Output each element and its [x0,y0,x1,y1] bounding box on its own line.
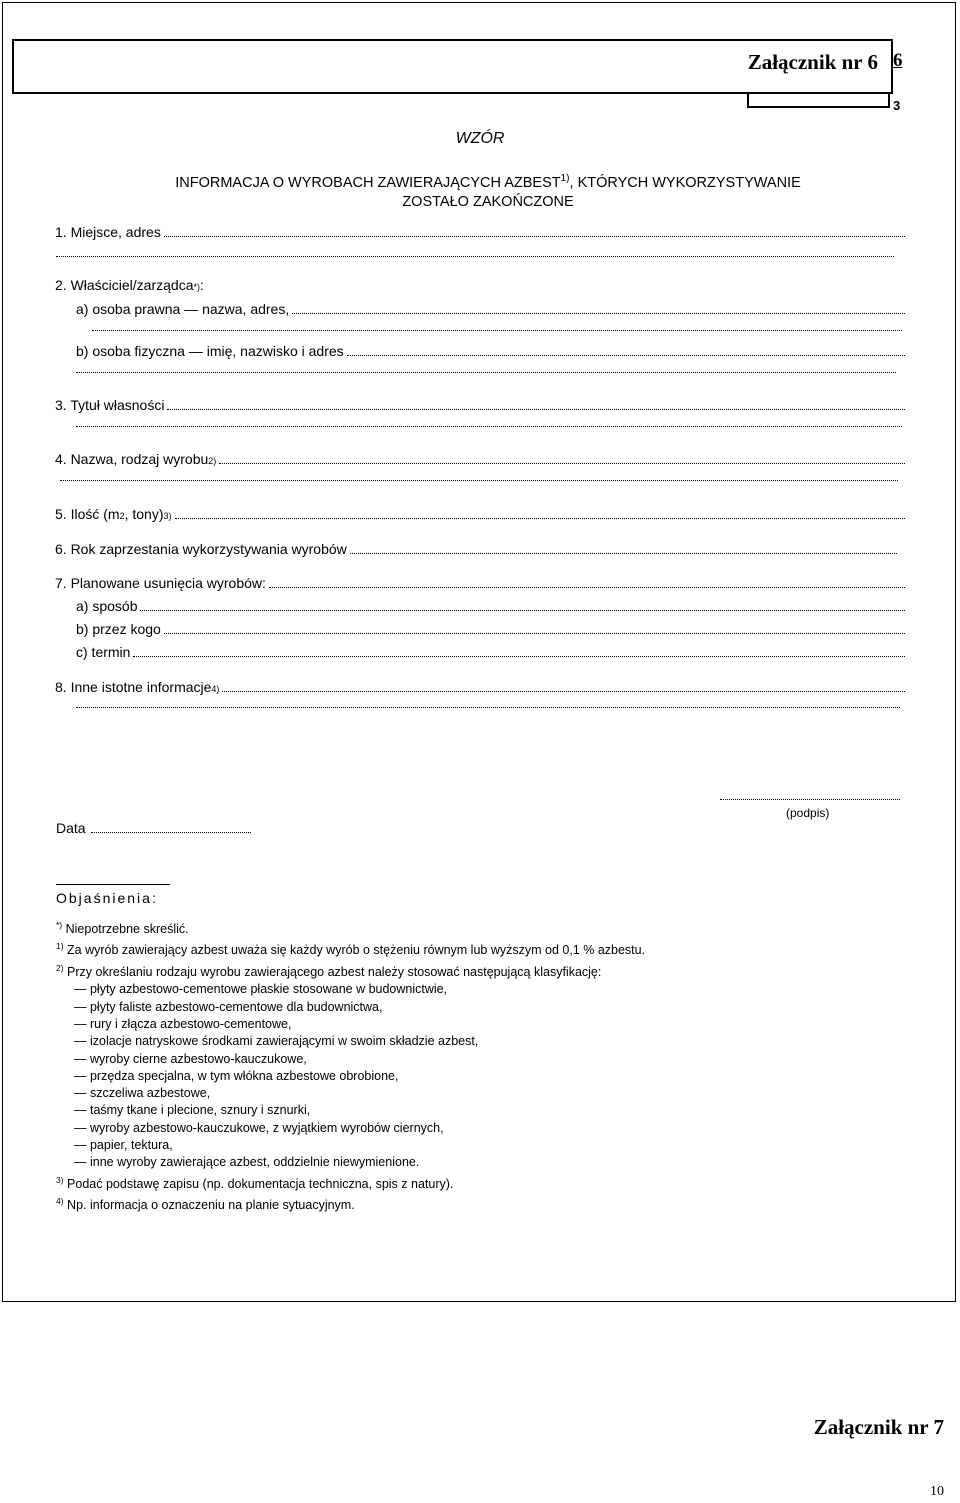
note-marker: 1) [56,941,64,952]
field-natural-person [76,343,905,359]
divider [56,884,170,885]
fill-line [164,224,905,237]
note-text: Przy określaniu rodzaju wyrobu zawierającego azbest należy stosować następującą klasyfikację: [67,965,602,980]
fill-line [91,820,251,833]
field-label: b) przez kogo [76,621,161,637]
classification-item: — szczeliwa azbestowe, [74,1086,211,1101]
field-label: 8. Inne istotne informacje [55,679,212,695]
note-marker: 2) [56,962,64,973]
fill-line [56,256,894,257]
classification-item: — wyroby azbestowo-kauczukowe, z wyjątkiem wyrobów ciernych, [74,1120,444,1135]
classification-item: — płyty faliste azbestowo-cementowe dla budownictwa, [74,999,383,1014]
field-label: , tony) [124,506,164,522]
classification-item: — wyroby cierne azbestowo-kauczukowe, [74,1051,307,1066]
note-marker: 4) [56,1196,64,1207]
scan-bracket [747,94,890,108]
title-part: INFORMACJA O WYROBACH ZAWIERAJĄCYCH AZBEST [175,174,561,191]
title-line-2: ZOSTAŁO ZAKOŃCZONE [402,193,574,210]
field-label: 4. Nazwa, rodzaj wyrobu [55,451,209,467]
classification-item: — rury i złącza azbestowo-cementowe, [74,1016,292,1031]
note-marker: 3) [56,1174,64,1185]
field-label: c) termin [76,644,131,660]
note-4 [56,1193,916,1214]
note-marker: *) [56,920,63,930]
field-label: 5. Ilość (m [55,506,120,522]
fill-line [164,621,905,634]
field-label: 2. Właściciel/zarządca [55,277,194,293]
field-product-type: 4. Nazwa, rodzaj wyrobu 2) [55,451,905,467]
fill-line [76,372,896,373]
fill-line [60,480,898,481]
fill-line [140,598,905,611]
note-text: Podać podstawę zapisu (np. dokumentacja techniczna, spis z natury). [67,1176,454,1191]
classification-item: — płyty azbestowo-cementowe płaskie stosowane w budownictwie, [74,982,448,997]
field-removal-method [76,598,905,614]
note-text: Niepotrzebne skreślić. [65,922,189,937]
attachment-label: Załącznik nr 6 [747,50,878,74]
note-2 [56,960,916,981]
fill-line [350,541,897,554]
signature-label: (podpis) [786,806,830,820]
explanations-list [56,917,916,1215]
field-location [55,224,905,240]
field-other-info: 8. Inne istotne informacje 4) [55,679,905,695]
field-removal-date [76,644,905,660]
bracket-number: 3 [893,98,901,113]
note-1 [56,938,916,959]
fill-line [292,301,905,314]
field-legal-person [76,301,905,317]
template-label: WZÓR [455,130,505,147]
corner-number: 6 [893,50,903,71]
form-title [60,169,916,212]
signature-line [720,799,900,800]
fill-line [133,644,905,657]
fill-line [219,451,905,464]
field-label: 7. Planowane usunięcia wyrobów: [55,575,266,591]
fill-line [92,330,902,331]
field-label: a) sposób [76,598,138,614]
field-label: 6. Rok zaprzestania wykorzystywania wyrobów [55,541,347,557]
explanations-heading: Objaśnienia: [56,890,158,906]
classification-item: — taśmy tkane i plecione, sznury i sznurki, [74,1103,311,1118]
field-ownership-title [55,397,905,413]
fill-line [76,426,902,427]
note-text: Np. informacja o oznaczeniu na planie sytuacyjnym. [67,1198,355,1213]
classification-item: — izolacje natryskowe środkami zawierającymi w swoim składzie azbest, [74,1034,479,1049]
field-label: a) osoba prawna — nazwa, adres, [76,301,290,317]
fill-line [269,575,905,588]
field-end-year [55,541,897,557]
field-quantity: 5. Ilość (m 2 , tony) 3) [55,506,905,522]
field-label: Data [56,820,86,836]
field-label: : [200,277,204,293]
fill-line [76,707,900,708]
note-text: Za wyrób zawierający azbest uważa się każdy wyrób o stężeniu równym lub wyższym od 0,1 % azbestu. [67,943,646,958]
fill-line [222,679,905,692]
fill-line [347,343,905,356]
title-part: , KTÓRYCH WYKORZYSTYWANIE [569,174,801,191]
field-date [56,820,251,836]
field-label: 3. Tytuł własności [55,397,165,413]
fill-line [167,397,905,410]
field-removal-by [76,621,905,637]
field-label: b) osoba fizyczna — imię, nazwisko i adres [76,343,344,359]
classification-item: — papier, tektura, [74,1138,173,1153]
next-attachment-label: Załącznik nr 7 [813,1415,944,1439]
fill-line [175,506,905,519]
note-0 [56,917,916,938]
field-label: 1. Miejsce, adres [55,224,161,240]
note-3 [56,1172,916,1193]
title-footnote-ref: 1) [560,173,570,184]
page-number: 10 [930,1484,944,1499]
classification-item: — przędza specjalna, w tym włókna azbestowe obrobione, [74,1068,399,1083]
classification-item: — inne wyroby zawierające azbest, oddzielnie niewymienione. [74,1155,420,1170]
field-owner: 2. Właściciel/zarządca *) : [55,277,204,293]
field-planned-removal [55,575,905,591]
